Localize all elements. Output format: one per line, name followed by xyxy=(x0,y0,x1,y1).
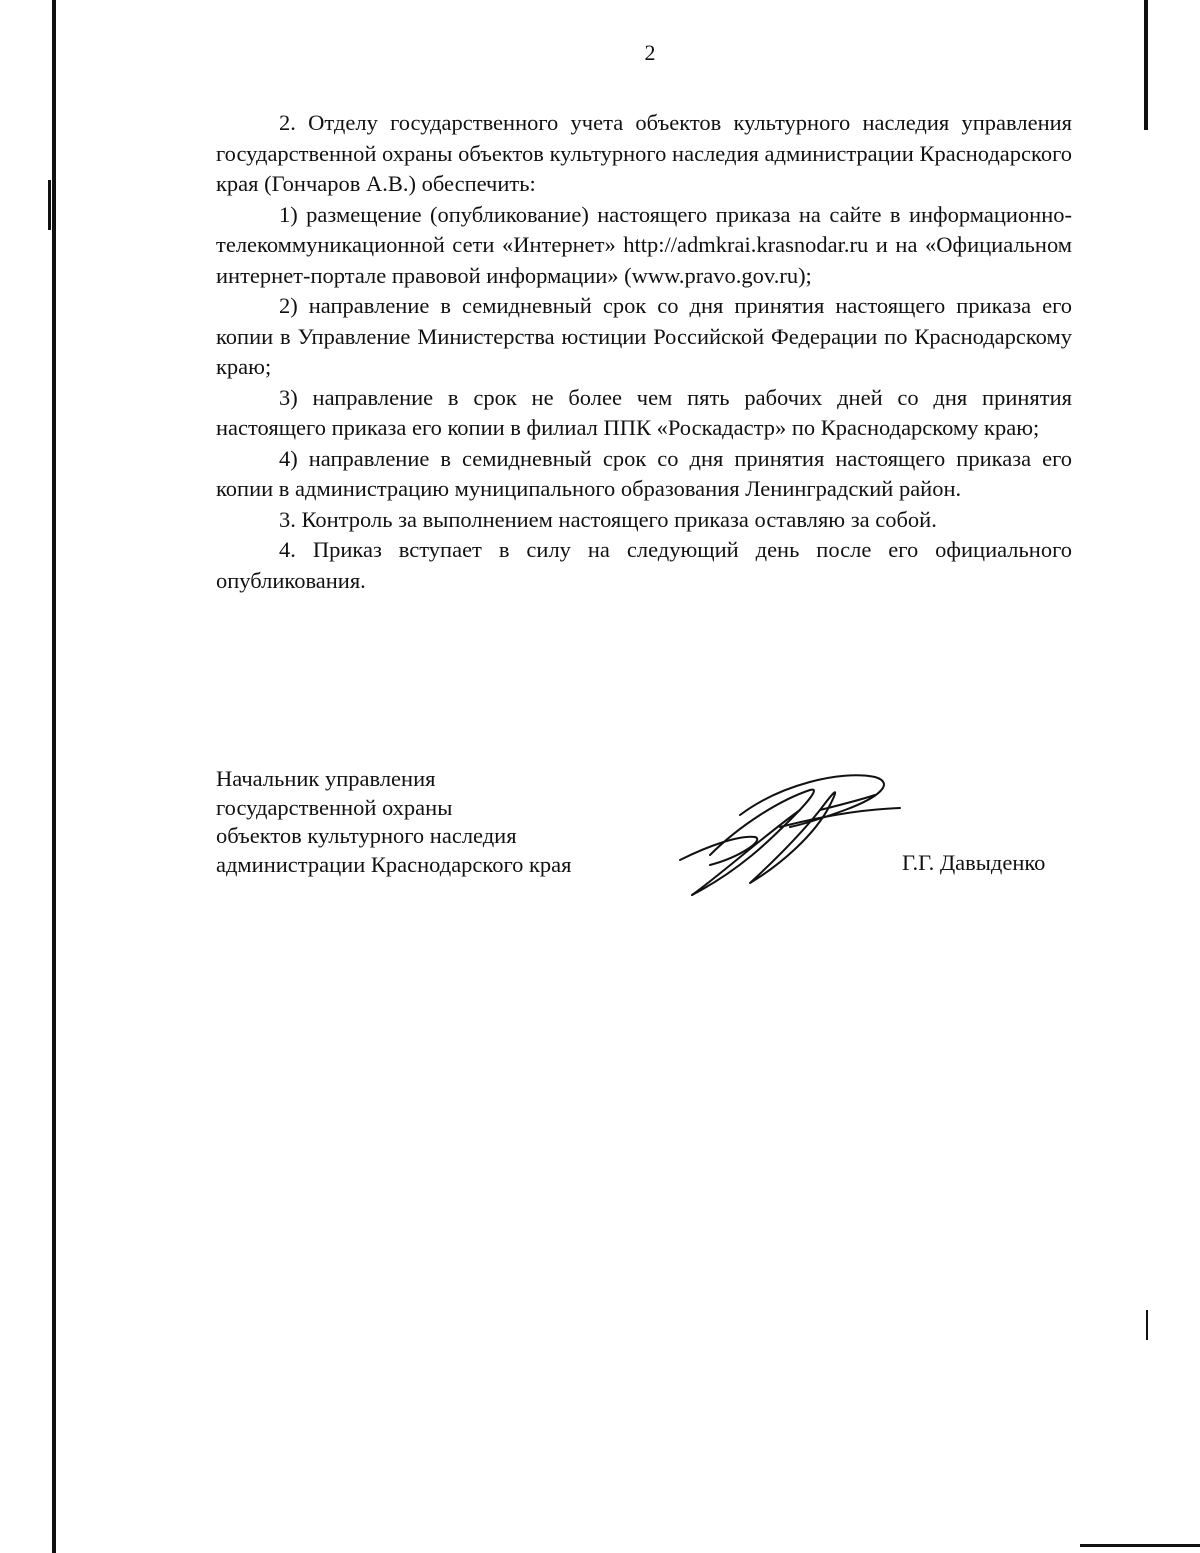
scan-edge-right-mark xyxy=(1146,1310,1148,1340)
signer-position-line: государственной охраны xyxy=(216,794,453,820)
paragraph-subitem-3: 3) направление в срок не более чем пять рабочих дней со дня принятия настоящего приказа его копии в филиал ППК «Роскадастр» по Краснодарскому краю; xyxy=(216,384,1072,440)
handwritten-signature xyxy=(670,765,920,905)
signer-position-line: администрации Краснодарского края xyxy=(216,851,572,877)
scan-edge-left xyxy=(52,0,56,1553)
signer-position xyxy=(216,765,572,879)
paragraph-item-3: 3. Контроль за выполнением настоящего приказа оставляю за собой. xyxy=(279,506,937,532)
document-body xyxy=(216,108,1072,596)
page-number: 2 xyxy=(644,40,656,65)
paragraph-subitem-2: 2) направление в семидневный срок со дня принятия настоящего приказа его копии в Управление Министерства юстиции Российской Федерации по Краснодарскому краю; xyxy=(216,293,1072,379)
scan-edge-left-mark xyxy=(48,180,51,230)
paragraph-item-2: 2. Отделу государственного учета объектов культурного наследия управления государственной охраны объектов культурного наследия администрации Краснодарского края (Гончаров А.В.) обеспечить: xyxy=(216,110,1072,196)
signer-position-line: Начальник управления xyxy=(216,766,436,791)
paragraph-subitem-1: 1) размещение (опубликование) настоящего приказа на сайте в информационно-телекоммуникационной сети «Интернет» http://admkrai.krasnodar.ru и на «Официальном интернет-портале правовой информации» (www.pravo.gov.ru); xyxy=(216,201,1072,288)
signer-position-line: объектов культурного наследия xyxy=(216,823,517,848)
signer-name: Г.Г. Давыденко xyxy=(902,850,1046,875)
paragraph-item-4: 4. Приказ вступает в силу на следующий день после его официального опубликования. xyxy=(216,537,1072,593)
scan-edge-bottom-right xyxy=(1080,1544,1200,1547)
paragraph-subitem-4: 4) направление в семидневный срок со дня принятия настоящего приказа его копии в администрацию муниципального образования Ленинградский район. xyxy=(216,445,1072,501)
